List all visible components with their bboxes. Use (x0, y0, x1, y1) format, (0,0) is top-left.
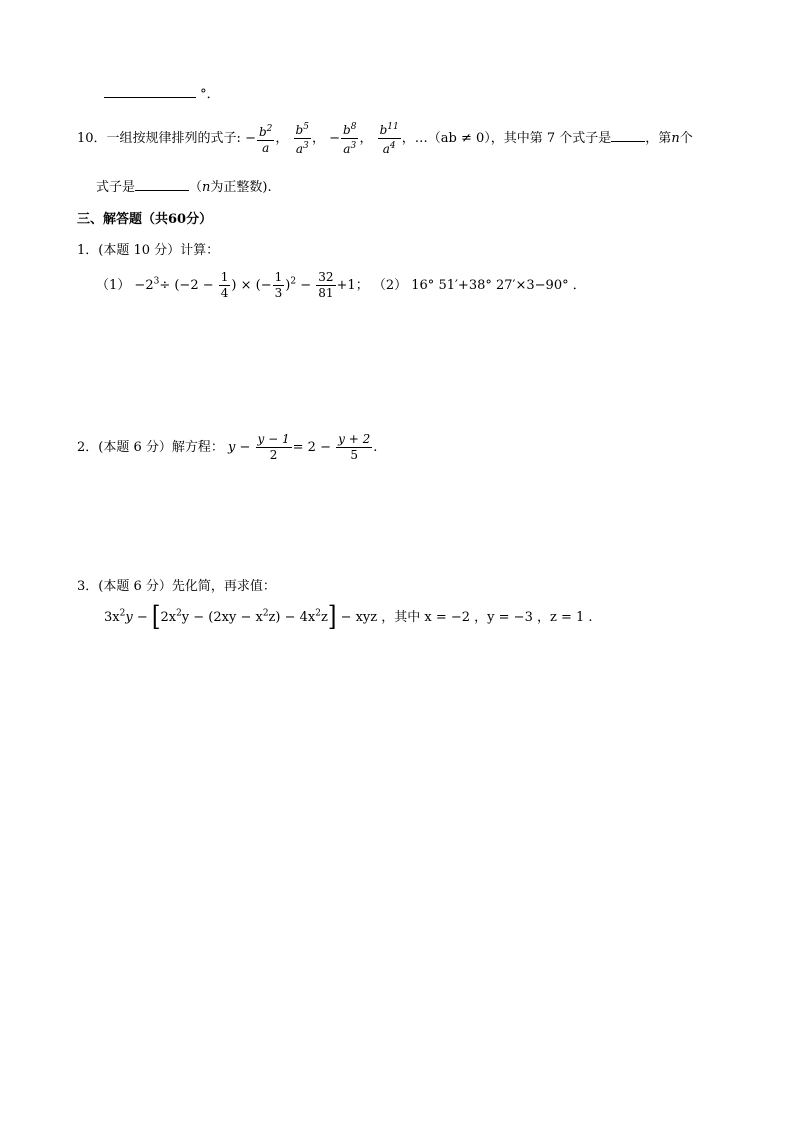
question-10: 10．一组按规律排列的式子: − $\frac{b^2}{a}$ ， $\frac{b^5}{a^3}$ ， − $\frac{b^8}{a^3}$ ， $\frac{b^{11}}{a^4}$ ，…（ab ≠ 0），其中第 7 个式子是 ，第n个 (77, 122, 693, 156)
term-sign: − (329, 131, 341, 146)
question-number: 10． (77, 131, 107, 146)
fraction: $\frac{y + 2}{5}$ (338, 432, 371, 462)
fraction: $\frac{32}{81}$ (318, 270, 334, 300)
problem-3-expression: $3x^2y - [2x^2y - (2xy - x^2z) - 4x^2z]$ − xyz ，其中 x = −2 ，y = −3 ，z = 1 . (104, 601, 593, 633)
problem-2: 2．(本题 6 分）解方程： y − $\frac{y - 1}{2}$ = 2 − $\frac{y + 2}{5}$ . (77, 432, 378, 462)
q10-tail-text: 个 (679, 131, 693, 146)
ellipsis: ，… (401, 131, 428, 146)
question-10-line-2 (96, 176, 272, 195)
condition-text: ，其中 x = −2 ，y = −3 ，z = 1 . (381, 610, 593, 625)
q10-mid-text: ，其中第 7 个式子是 (490, 131, 612, 146)
part-label: （2） (372, 278, 408, 293)
line-start-text: 式子是 (96, 180, 136, 195)
term-fraction: $\frac{b^2}{a}$ (258, 123, 273, 155)
part-label: （1） (96, 278, 131, 293)
problem-2-label: 2．(本题 6 分）解方程： (77, 440, 224, 455)
condition: （ab ≠ 0） (427, 131, 491, 146)
term-fraction: $\frac{b^{11}}{a^4}$ (379, 122, 399, 156)
section-title: 三、解答题（共60分） (77, 212, 213, 227)
q10-tail-text: ，第 (645, 131, 672, 146)
fraction: $\frac{y - 1}{2}$ (257, 432, 290, 462)
note-rest: 为正整数). (210, 180, 272, 195)
problem-1-expression: $(1) -2^3\div (-2$ − $\frac{1}{4}$ ) × (− $\frac{1}{3}$ )$^2$ − $\frac{32}{81}$ +1； （2） 16° 51′+38° 27′×3−90° ． (96, 270, 586, 300)
problem-1-label: 1．(本题 10 分）计算： (77, 243, 220, 258)
fraction: $\frac{1}{4}$ (220, 270, 229, 300)
term-sign: − (245, 131, 256, 146)
variable-n: n (202, 180, 211, 195)
angle-expression: 16° 51′+38° 27′×3−90° ． (411, 278, 586, 293)
answer-blank[interactable] (135, 190, 189, 191)
problem-3-label: 3．(本题 6 分）先化简，再求值： (77, 579, 276, 594)
fraction: $\frac{1}{3}$ (274, 270, 283, 300)
variable-n: n (671, 131, 680, 146)
q9-tail-text: °． (200, 87, 220, 102)
answer-blank[interactable] (104, 97, 196, 98)
note-open: （ (189, 180, 203, 195)
question-intro: 一组按规律排列的式子: (106, 131, 241, 146)
answer-blank[interactable] (611, 141, 645, 142)
term-fraction: $\frac{b^5}{a^3}$ (295, 122, 309, 156)
q9-tail-line (104, 83, 220, 102)
term-fraction: $\frac{b^8}{a^3}$ (343, 122, 357, 156)
